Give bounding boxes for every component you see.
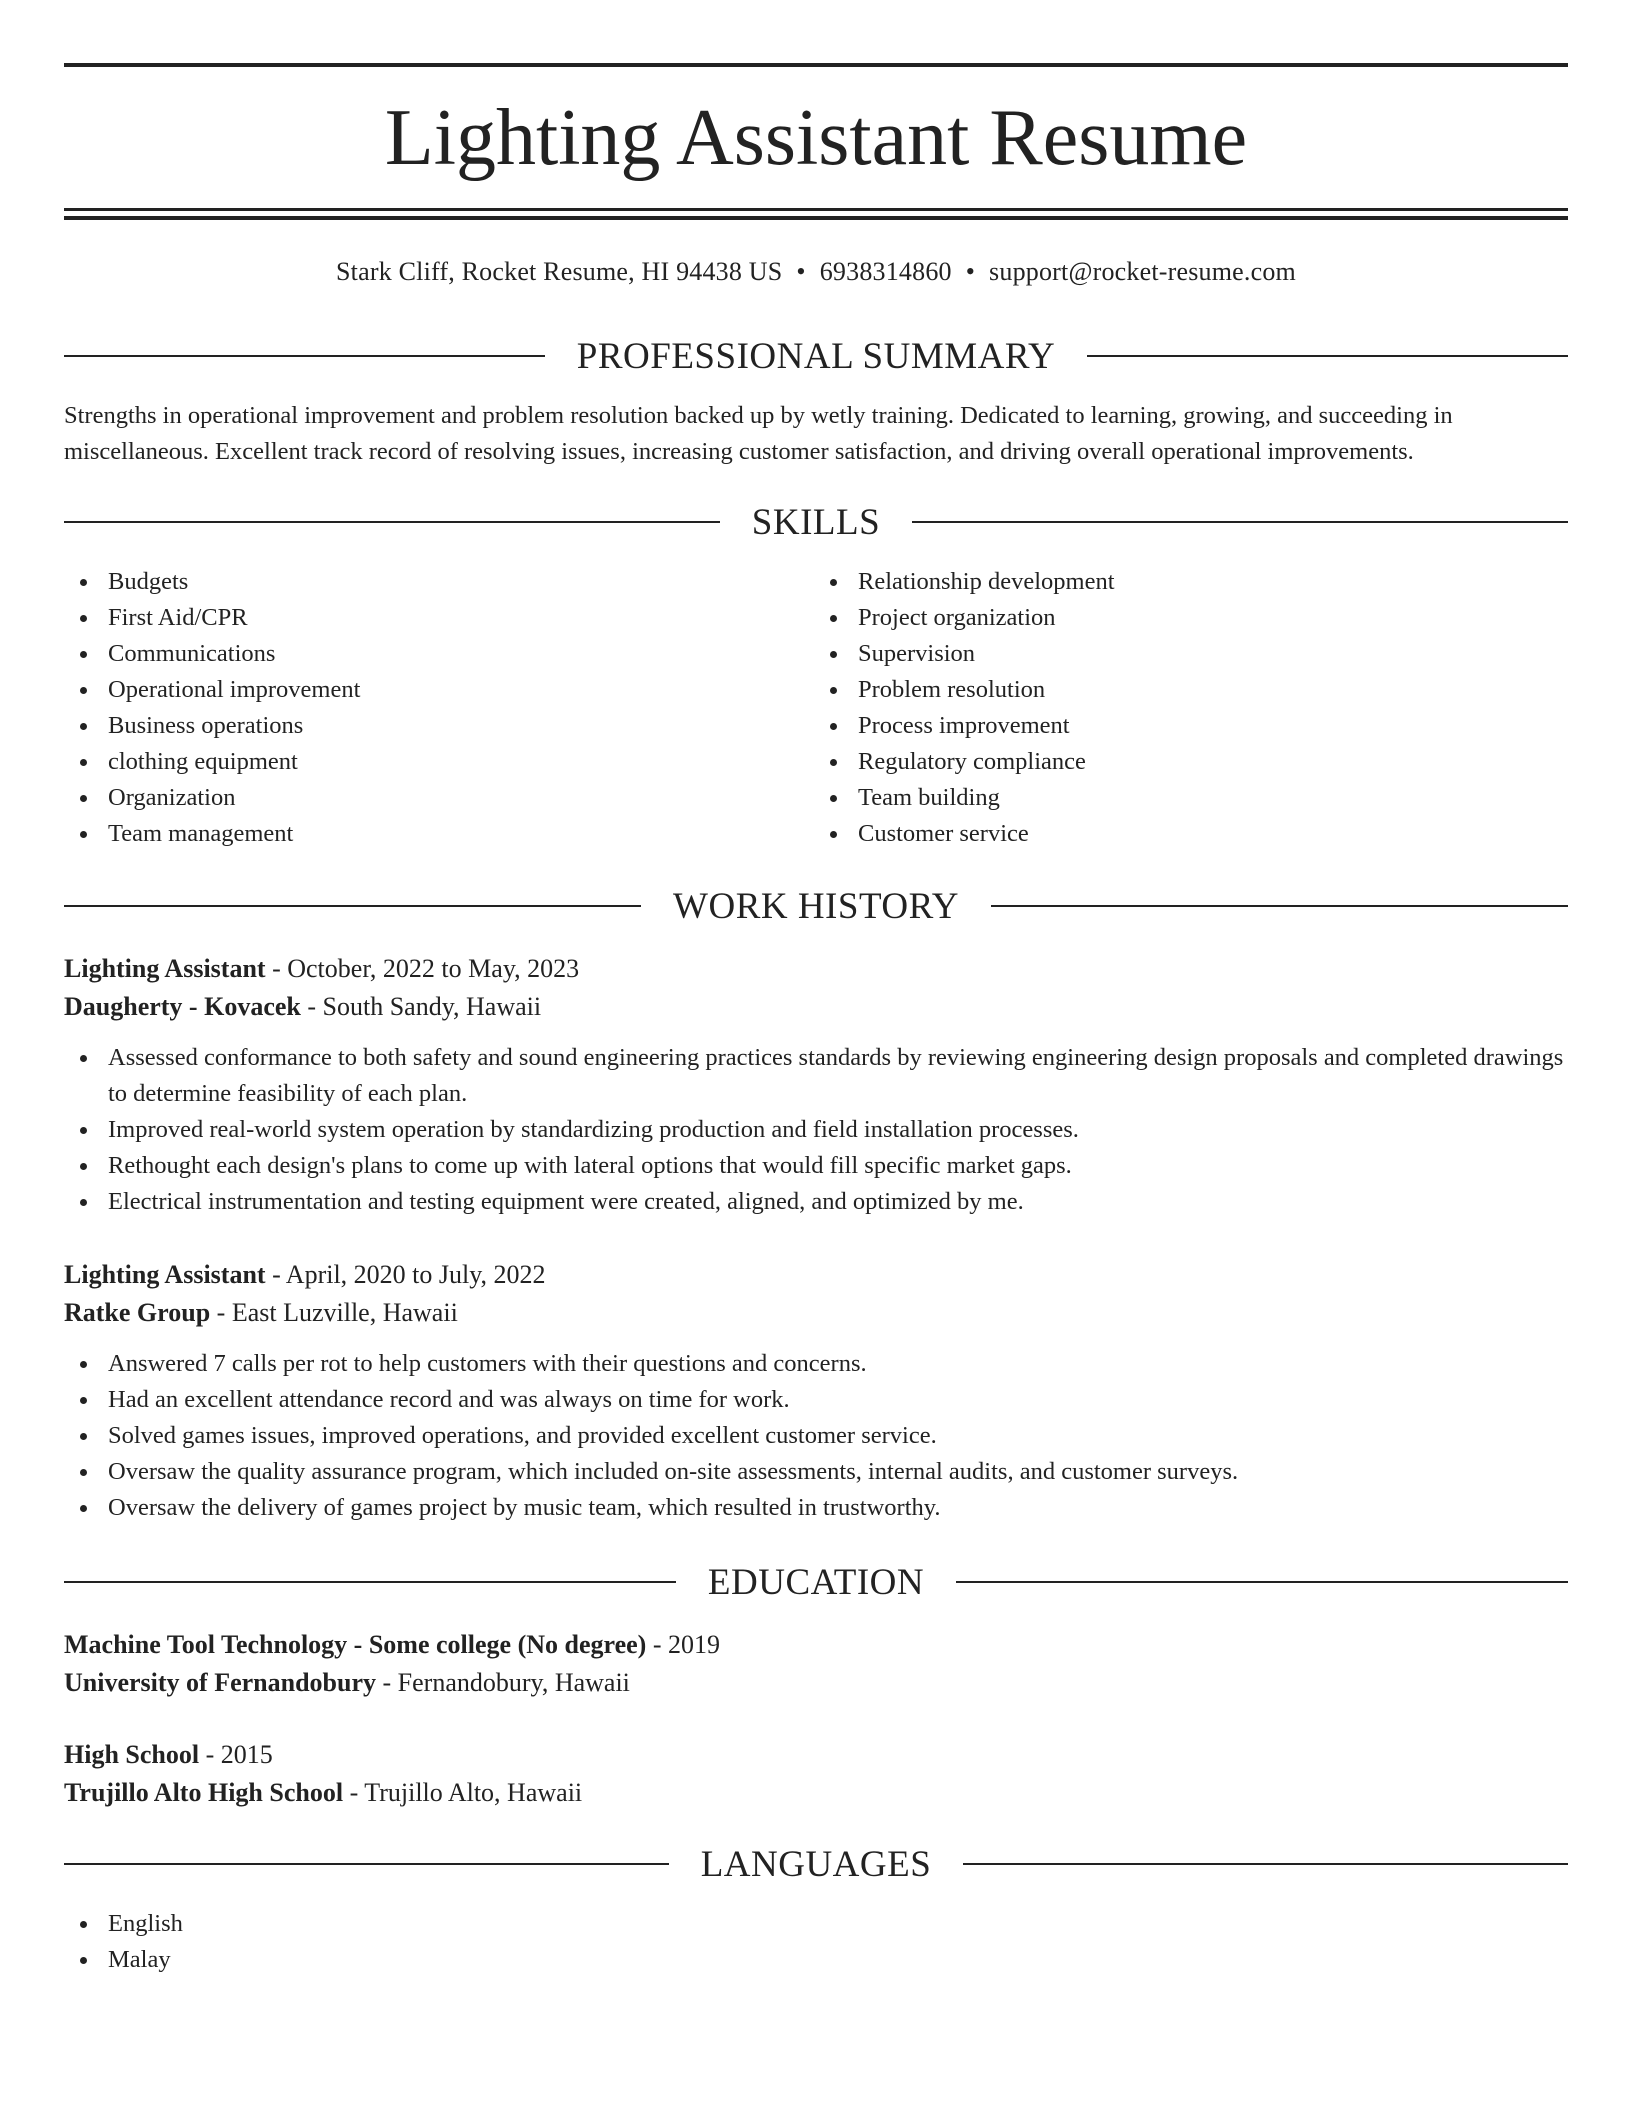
contact-separator: • (796, 257, 806, 286)
section-heading-skills (64, 500, 1568, 544)
education-degree: High School (64, 1740, 200, 1769)
heading-rule (64, 1581, 676, 1583)
education-entry (64, 1626, 1568, 1702)
skill-item: First Aid/CPR (64, 600, 816, 636)
job-title-line (64, 1256, 1568, 1294)
contact-email: support@rocket-resume.com (989, 257, 1296, 286)
language-item: English (64, 1906, 1568, 1942)
heading-rule (963, 1863, 1568, 1865)
skill-item: Project organization (814, 600, 1566, 636)
job-bullet: Rethought each design's plans to come up with lateral options that would fill specific market gaps. (64, 1148, 1568, 1184)
education-location: - Trujillo Alto, Hawaii (343, 1778, 583, 1807)
languages-bullets (64, 1906, 1568, 1978)
job-entry (64, 950, 1568, 1220)
skill-item: Operational improvement (64, 672, 816, 708)
skill-item: Process improvement (814, 708, 1566, 744)
summary-text: Strengths in operational improvement and problem resolution backed up by wetly training. Dedicated to learning, growing, and succeeding in miscellaneous. Excellent track record of resolving issues, increasing customer satisfaction, and driving overall operational improvements. (64, 402, 1453, 465)
skill-item: Team building (814, 780, 1566, 816)
education-degree-line (64, 1626, 1568, 1664)
title-rule-lower (64, 216, 1568, 220)
heading-label: PROFESSIONAL SUMMARY (576, 335, 1056, 377)
job-entry (64, 1256, 1568, 1526)
education-location: - Fernandobury, Hawaii (376, 1668, 630, 1697)
section-heading-summary (64, 334, 1568, 378)
heading-rule (912, 521, 1568, 523)
job-bullets (64, 1040, 1568, 1220)
skill-item: Relationship development (814, 564, 1566, 600)
skill-item: Problem resolution (814, 672, 1566, 708)
title-rule-upper (64, 208, 1568, 211)
job-location: - South Sandy, Hawaii (300, 992, 542, 1021)
job-dates: - April, 2020 to July, 2022 (265, 1260, 546, 1289)
section-heading-languages (64, 1842, 1568, 1886)
education-year: - 2019 (646, 1630, 720, 1659)
contact-separator: • (965, 257, 976, 286)
heading-rule (1087, 355, 1568, 357)
skill-item: Supervision (814, 636, 1566, 672)
heading-rule (64, 1863, 669, 1865)
skill-item: Customer service (814, 816, 1566, 852)
resume-title: Lighting Assistant Resume (384, 94, 1248, 182)
heading-label: LANGUAGES (700, 1843, 932, 1885)
skill-item: Business operations (64, 708, 816, 744)
job-company-line (64, 988, 1568, 1026)
education-degree: Machine Tool Technology - Some college (No degree) (64, 1630, 647, 1659)
skill-item: Regulatory compliance (814, 744, 1566, 780)
heading-rule (64, 905, 641, 907)
skills-list (64, 564, 1568, 852)
education-year: - 2015 (199, 1740, 273, 1769)
heading-label: SKILLS (751, 501, 881, 543)
education-school: University of Fernandobury (64, 1668, 376, 1697)
skill-item: clothing equipment (64, 744, 816, 780)
job-bullet: Solved games issues, improved operations, and provided excellent customer service. (64, 1418, 1568, 1454)
skill-item: Communications (64, 636, 816, 672)
skill-item: Budgets (64, 564, 816, 600)
skills-right-column (814, 564, 1566, 852)
job-bullet: Oversaw the quality assurance program, which included on-site assessments, internal audits, and customer surveys. (64, 1454, 1568, 1490)
job-bullet: Oversaw the delivery of games project by music team, which resulted in trustworthy. (64, 1490, 1568, 1526)
job-bullet: Had an excellent attendance record and was always on time for work. (64, 1382, 1568, 1418)
section-heading-education (64, 1560, 1568, 1604)
job-company: Daugherty - Kovacek (64, 992, 301, 1021)
top-rule (64, 63, 1568, 67)
education-school-line (64, 1664, 1568, 1702)
job-location: - East Luzville, Hawaii (210, 1298, 458, 1327)
job-bullet: Answered 7 calls per rot to help customers with their questions and concerns. (64, 1346, 1568, 1382)
education-entry (64, 1736, 1568, 1812)
heading-label: EDUCATION (707, 1561, 925, 1603)
heading-rule (64, 355, 545, 357)
contact-line (64, 256, 1568, 288)
job-bullet: Electrical instrumentation and testing equipment were created, aligned, and optimized by me. (64, 1184, 1568, 1220)
job-bullets (64, 1346, 1568, 1526)
heading-label: WORK HISTORY (673, 885, 959, 927)
job-title: Lighting Assistant (64, 954, 266, 983)
skill-item: Team management (64, 816, 816, 852)
language-item: Malay (64, 1942, 1568, 1978)
skill-item: Organization (64, 780, 816, 816)
contact-phone: 6938314860 (819, 257, 952, 286)
contact-address: Stark Cliff, Rocket Resume, HI 94438 US (336, 257, 783, 286)
job-dates: - October, 2022 to May, 2023 (265, 954, 580, 983)
job-title: Lighting Assistant (64, 1260, 266, 1289)
education-school: Trujillo Alto High School (64, 1778, 344, 1807)
job-company: Ratke Group (64, 1298, 211, 1327)
education-degree-line (64, 1736, 1568, 1774)
job-company-line (64, 1294, 1568, 1332)
job-title-line (64, 950, 1568, 988)
skills-left-column (64, 564, 816, 852)
section-heading-work (64, 884, 1568, 928)
job-bullet: Assessed conformance to both safety and sound engineering practices standards by reviewing engineering design proposals and completed drawings to determine feasibility of each plan. (64, 1040, 1568, 1112)
heading-rule (991, 905, 1568, 907)
heading-rule (956, 1581, 1568, 1583)
job-bullet: Improved real-world system operation by standardizing production and field installation processes. (64, 1112, 1568, 1148)
heading-rule (64, 521, 720, 523)
languages-list (64, 1906, 1568, 1978)
education-school-line (64, 1774, 1568, 1812)
